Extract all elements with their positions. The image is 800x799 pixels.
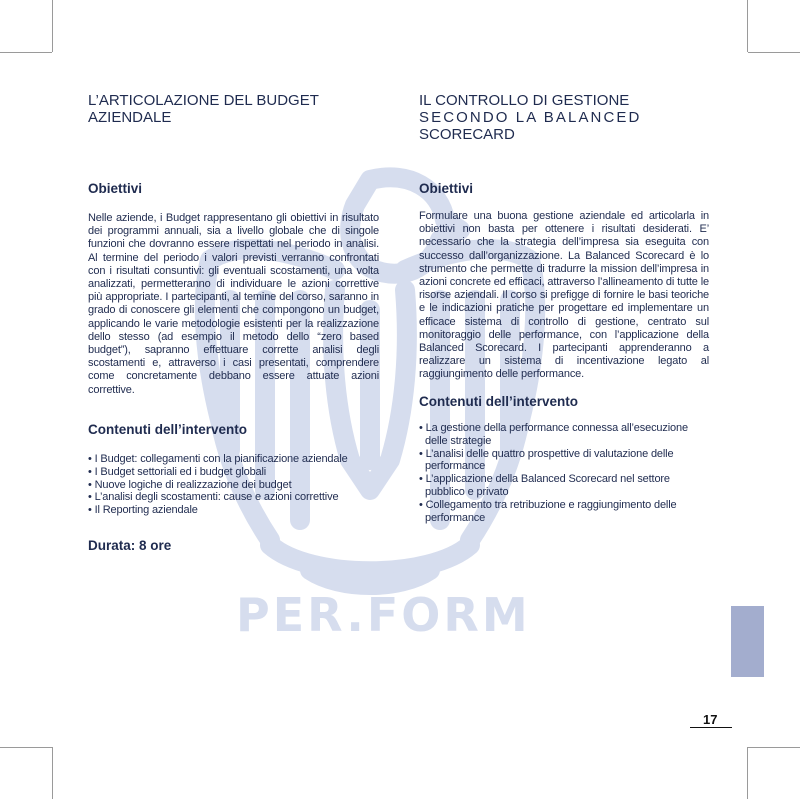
list-item: • Collegamento tra retribuzione e raggiungimento delle performance xyxy=(419,498,677,524)
right-contents-section xyxy=(419,394,709,409)
left-column xyxy=(88,92,379,126)
right-contents-list xyxy=(419,422,709,524)
duration-label: Durata: 8 ore xyxy=(88,538,172,553)
right-title-line1: IL CONTROLLO DI GESTIONE xyxy=(419,92,630,109)
left-title-line2: AZIENDALE xyxy=(88,109,172,126)
left-objectives-section xyxy=(88,181,379,196)
left-duration-wrap xyxy=(88,538,379,553)
watermark-logo-text: PER.FORM xyxy=(236,588,531,642)
list-item: • Il Reporting aziendale xyxy=(88,504,198,517)
crop-mark-bottom-right-h xyxy=(748,747,800,748)
crop-mark-bottom-left-h xyxy=(0,747,52,748)
list-item: • L’analisi delle quattro prospettive di valutazione delle performance xyxy=(419,447,674,473)
left-contents-list xyxy=(88,453,379,517)
right-title-line2: SECONDO LA BALANCED xyxy=(419,109,642,126)
list-item: • La gestione della performance connessa all’esecuzione delle strategie xyxy=(419,422,688,447)
right-column xyxy=(419,92,709,143)
left-contents-list-wrap xyxy=(88,453,379,517)
right-objectives-body xyxy=(419,210,709,382)
right-objectives-section xyxy=(419,181,709,196)
page-number-rule xyxy=(690,727,732,728)
left-title xyxy=(88,92,379,126)
right-title xyxy=(419,92,709,143)
list-item: • L’analisi degli scostamenti: cause e azioni correttive xyxy=(88,491,339,504)
crop-mark-bottom-left-v xyxy=(52,747,53,799)
crop-mark-top-left-v xyxy=(52,0,53,52)
list-item: • L’applicazione della Balanced Scorecard nel settore pubblico e privato xyxy=(419,473,670,498)
list-item: • Nuove logiche di realizzazione dei budget xyxy=(88,478,292,491)
left-contents-section xyxy=(88,422,379,437)
page-number: 17 xyxy=(703,712,718,727)
right-title-line3: SCORECARD xyxy=(419,126,515,143)
right-contents-heading: Contenuti dell’intervento xyxy=(419,394,579,409)
side-tab-marker xyxy=(731,606,764,677)
left-objectives-body xyxy=(88,212,379,397)
left-objectives-heading: Obiettivi xyxy=(88,181,143,196)
list-item: • I Budget settoriali ed i budget globali xyxy=(88,465,267,478)
list-item: • I Budget: collegamenti con la pianificazione aziendale xyxy=(88,453,348,465)
right-contents-list-wrap xyxy=(419,422,709,524)
left-contents-heading: Contenuti dell’intervento xyxy=(88,422,248,437)
crop-mark-top-right-v xyxy=(747,0,748,52)
right-objectives-heading: Obiettivi xyxy=(419,181,474,196)
crop-mark-top-left-h xyxy=(0,52,52,53)
crop-mark-bottom-right-v xyxy=(747,747,748,799)
left-objectives-text: Nelle aziende, i Budget rappresentano gli obiettivi in risultato dei programmi annuali, sia a livello globale che di singole funzioni che dovranno essere rispettati nel periodo in analisi. Al termine del periodo i valori previsti verranno confrontati con i risultati consuntivi: gli eventuali scostamenti, una volta analizzati, permetteranno di individuare le azioni correttive più appropriate. I partecipanti, al temine del corso, saranno in grado di conoscere gli elementi che compongono un budget, applicando le varie metodologie esistenti per la realizzazione dello stesso (ad esempio il metodo dello “zero based budget”), sapranno effettuare corrette analisi degli scostamenti e, attraverso i casi presentati, comprendere come concretamente debbano essere attuate azioni correttive. xyxy=(88,212,379,396)
right-objectives-text: Formulare una buona gestione aziendale ed articolarla in obiettivi non basta per ottenere i risultati desiderati. E’ necessario che la strategia dell’impresa sia eseguita con successo dall’organizzazione. La Balanced Scorecard è lo strumento che permette di tradurre la mission dell’impresa in azioni concrete ed efficaci, attraverso l’allineamento di tutte le risorse aziendali. Il corso si prefigge di fornire le basi teoriche e le indicazioni pratiche per progettare ed implementare un efficace sistema di controllo di gestione, centrato sul monitoraggio delle performance, con l’applicazione della Balanced Scorecard. I partecipanti apprenderanno a realizzare un sistema di incentivazione legato al raggiungimento delle performance. xyxy=(419,210,709,381)
left-title-line1: L’ARTICOLAZIONE DEL BUDGET xyxy=(88,92,319,109)
crop-mark-top-right-h xyxy=(748,52,800,53)
